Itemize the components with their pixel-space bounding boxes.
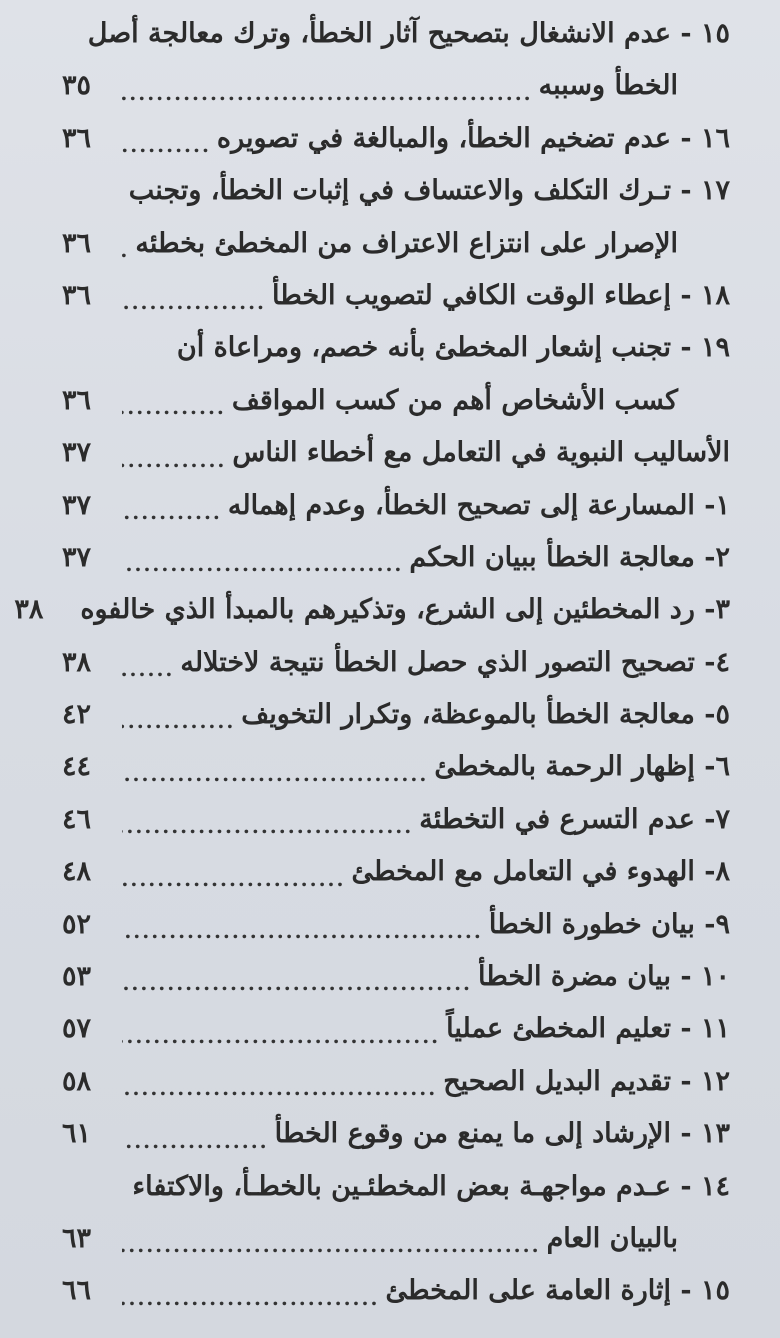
- toc-entry-line: [62, 899, 730, 951]
- toc-entry: [62, 532, 730, 584]
- toc-page-number: ٣٧: [62, 489, 92, 521]
- toc-entry-title: ٤- تصحيح التصور الذي حصل الخطأ نتيجة لاختلاله: [180, 646, 730, 678]
- toc-page-number: ٣٦: [62, 122, 92, 154]
- toc-entry: [62, 1265, 730, 1317]
- toc-entry: [62, 270, 730, 322]
- toc-entry-title: ١- المسارعة إلى تصحيح الخطأ، وعدم إهماله: [227, 489, 730, 521]
- toc-entry-title: الخطأ وسببه: [538, 70, 678, 102]
- toc-entry: [62, 1161, 730, 1266]
- toc-page-number: ٣٦: [62, 384, 92, 416]
- toc-entry-line: [62, 218, 730, 270]
- dot-leader: [122, 427, 226, 479]
- toc-entry: [62, 8, 730, 113]
- toc-entry: [62, 322, 730, 427]
- toc-page-number: ٣٧: [62, 541, 92, 573]
- toc-entry: [62, 1108, 730, 1160]
- toc-entry: [62, 1056, 730, 1108]
- toc-page-number: ٣٨: [14, 594, 44, 626]
- toc-page-number: ٤٢: [62, 699, 92, 731]
- toc-entry-line: [62, 113, 730, 165]
- toc-entry-title: كسب الأشخاص أهم من كسب المواقف: [231, 384, 678, 416]
- toc-page-number: ٣٦: [62, 227, 92, 259]
- dot-leader: [122, 270, 266, 322]
- toc-entry-title: الإصرار على انتزاع الاعتراف من المخطئ بخطئه: [135, 227, 678, 259]
- toc-entry: [62, 165, 730, 270]
- toc-entry-line: [62, 689, 730, 741]
- toc-entry-line: [62, 532, 730, 584]
- toc-entry-title: ٩- بيان خطورة الخطأ: [488, 908, 730, 940]
- toc-page-number: ٣٨: [62, 646, 92, 678]
- toc-page-number: ٣٦: [62, 279, 92, 311]
- toc-entry-line: [62, 60, 730, 112]
- toc-page-number: ٥٣: [62, 961, 92, 993]
- dot-leader: [122, 375, 226, 427]
- table-of-contents: [14, 8, 730, 1318]
- toc-page-number: ٤٨: [62, 856, 92, 888]
- toc-page-number: ٦٣: [62, 1222, 92, 1254]
- toc-entry-title: ١٠ - بيان مضرة الخطأ: [478, 961, 730, 993]
- toc-entry: [62, 427, 730, 479]
- toc-entry-title: ٢- معالجة الخطأ ببيان الحكم: [409, 541, 730, 573]
- toc-entry-line: [62, 375, 730, 427]
- toc-entry-line: [62, 741, 730, 793]
- toc-entry-line: [62, 480, 730, 532]
- toc-entry-line: [62, 427, 730, 479]
- dot-leader: [122, 689, 235, 741]
- dot-leader: [122, 1056, 437, 1108]
- toc-entry-line: [62, 637, 730, 689]
- toc-entry-title: ٧- عدم التسرع في التخطئة: [419, 803, 730, 835]
- toc-entry-line-wrap: [62, 165, 730, 217]
- toc-entry-title: ١٣ - الإرشاد إلى ما يمنع من وقوع الخطأ: [274, 1118, 730, 1150]
- toc-page-number: ٣٧: [62, 437, 92, 469]
- toc-entry-line: [62, 794, 730, 846]
- toc-entry-title: ١٤ - عـدم مواجهـة بعض المخطئـين بالخطـأ، والاكتفاء: [132, 1170, 730, 1202]
- toc-entry-title: ٥- معالجة الخطأ بالموعظة، وتكرار التخويف: [241, 699, 730, 731]
- toc-entry: [62, 899, 730, 951]
- toc-entry-title: ١٢ - تقديم البديل الصحيح: [443, 1065, 730, 1097]
- dot-leader: [122, 532, 403, 584]
- toc-entry-title: ١٨ - إعطاء الوقت الكافي لتصويب الخطأ: [272, 279, 730, 311]
- toc-page-number: ٥٨: [62, 1065, 92, 1097]
- toc-page-number: ٥٢: [62, 908, 92, 940]
- toc-page-number: ٦١: [62, 1118, 92, 1150]
- toc-entry-title: ١٦ - عدم تضخيم الخطأ، والمبالغة في تصويره: [216, 122, 730, 154]
- toc-entry-line: [62, 1108, 730, 1160]
- toc-entry-title: ٨- الهدوء في التعامل مع المخطئ: [351, 856, 730, 888]
- dot-leader: [122, 1108, 269, 1160]
- dot-leader: [122, 1003, 440, 1055]
- toc-entry-line: [14, 584, 730, 636]
- toc-entry-line: [62, 846, 730, 898]
- toc-entry: [62, 846, 730, 898]
- toc-entry: [62, 741, 730, 793]
- toc-entry: [62, 113, 730, 165]
- dot-leader: [122, 951, 472, 1003]
- dot-leader: [122, 480, 222, 532]
- toc-entry: [62, 1003, 730, 1055]
- toc-page-number: ٥٧: [62, 1013, 92, 1045]
- dot-leader: [122, 1213, 541, 1265]
- toc-entry-title: الأساليب النبوية في التعامل مع أخطاء الناس: [232, 437, 730, 469]
- toc-entry-line: [62, 1056, 730, 1108]
- toc-entry-line: [62, 1265, 730, 1317]
- toc-entry-title: ١٩ - تجنب إشعار المخطئ بأنه خصم، ومراعاة أن: [176, 332, 730, 364]
- toc-entry-line-wrap: [62, 1161, 730, 1213]
- toc-entry-title: ١٧ - تـرك التكلف والاعتساف في إثبات الخطأ، وتجنب: [128, 175, 730, 207]
- toc-entry: [14, 584, 730, 636]
- toc-entry-line: [62, 1213, 730, 1265]
- dot-leader: [122, 637, 174, 689]
- toc-entry: [62, 689, 730, 741]
- toc-page-number: ٤٤: [62, 751, 92, 783]
- toc-entry-line: [62, 951, 730, 1003]
- toc-entry: [62, 794, 730, 846]
- toc-entry-title: ١٥ - إثارة العامة على المخطئ: [385, 1275, 730, 1307]
- toc-entry-title: ١١ - تعليم المخطئ عملياً: [446, 1013, 730, 1045]
- dot-leader: [122, 60, 533, 112]
- toc-entry: [62, 480, 730, 532]
- toc-page-number: ٣٥: [62, 70, 92, 102]
- toc-page-number: ٤٦: [62, 803, 92, 835]
- dot-leader: [122, 899, 483, 951]
- toc-entry-title: ٣- رد المخطئين إلى الشرع، وتذكيرهم بالمبدأ الذي خالفوه: [80, 594, 730, 626]
- toc-entry: [62, 951, 730, 1003]
- dot-leader: [122, 218, 129, 270]
- toc-entry-title: بالبيان العام: [546, 1222, 678, 1254]
- dot-leader: [122, 794, 413, 846]
- dot-leader: [122, 113, 211, 165]
- toc-entry-line: [62, 1003, 730, 1055]
- dot-leader: [122, 1265, 379, 1317]
- toc-page-number: ٦٦: [62, 1275, 92, 1307]
- toc-entry-line: [62, 270, 730, 322]
- toc-entry: [62, 637, 730, 689]
- dot-leader: [122, 846, 345, 898]
- toc-entry-title: ١٥ - عدم الانشغال بتصحيح آثار الخطأ، وترك معالجة أصل: [87, 17, 730, 49]
- toc-entry-title: ٦- إظهار الرحمة بالمخطئ: [434, 751, 730, 783]
- toc-entry-line-wrap: [62, 322, 730, 374]
- dot-leader: [122, 741, 428, 793]
- toc-entry-line-wrap: [62, 8, 730, 60]
